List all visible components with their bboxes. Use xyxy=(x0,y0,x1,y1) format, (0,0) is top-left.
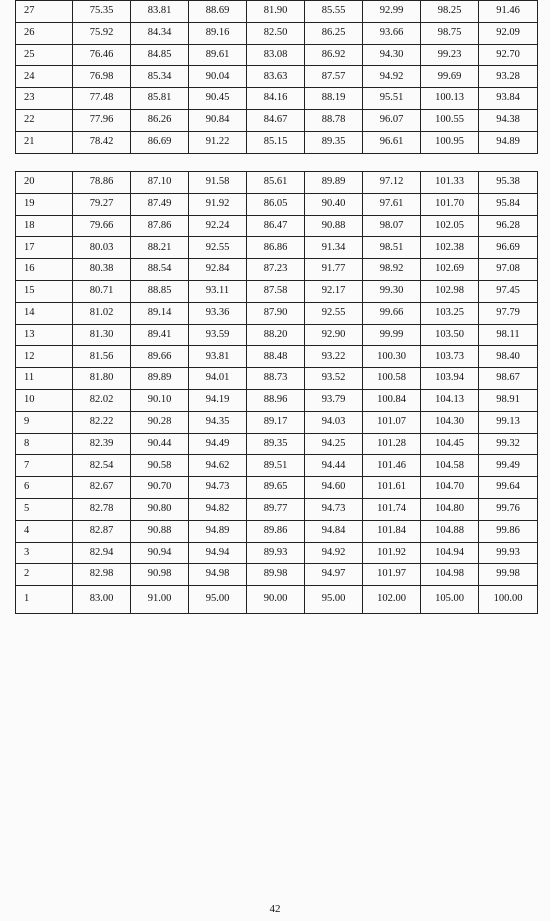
table-cell: 94.38 xyxy=(479,109,538,131)
table-cell: 96.28 xyxy=(479,215,538,237)
table-cell: 100.95 xyxy=(421,131,479,153)
table-cell: 93.36 xyxy=(189,302,247,324)
table-cell: 98.40 xyxy=(479,346,538,368)
table-row xyxy=(16,455,538,477)
table-row xyxy=(16,324,538,346)
table-cell: 102.38 xyxy=(421,237,479,259)
table-cell: 95.38 xyxy=(479,172,538,194)
table-cell: 94.92 xyxy=(305,542,363,564)
table-cell: 97.61 xyxy=(363,193,421,215)
table-cell: 96.69 xyxy=(479,237,538,259)
table-row xyxy=(16,44,538,66)
table-cell: 92.09 xyxy=(479,22,538,44)
table-cell: 103.50 xyxy=(421,324,479,346)
table-cell: 102.69 xyxy=(421,259,479,281)
table-cell: 93.81 xyxy=(189,346,247,368)
table-cell: 78.42 xyxy=(73,131,131,153)
table-cell: 88.85 xyxy=(131,280,189,302)
score-table-upper-body xyxy=(16,1,538,154)
table-cell: 91.58 xyxy=(189,172,247,194)
table-cell: 90.00 xyxy=(247,586,305,614)
table-cell: 89.93 xyxy=(247,542,305,564)
table-cell: 100.30 xyxy=(363,346,421,368)
table-row xyxy=(16,215,538,237)
row-number-cell: 10 xyxy=(16,389,73,411)
table-cell: 94.49 xyxy=(189,433,247,455)
table-cell: 99.32 xyxy=(479,433,538,455)
table-cell: 101.92 xyxy=(363,542,421,564)
table-cell: 89.51 xyxy=(247,455,305,477)
table-cell: 89.65 xyxy=(247,477,305,499)
table-cell: 83.63 xyxy=(247,66,305,88)
score-table-upper xyxy=(15,0,538,154)
table-cell: 81.30 xyxy=(73,324,131,346)
table-cell: 98.51 xyxy=(363,237,421,259)
row-number-cell: 19 xyxy=(16,193,73,215)
table-row xyxy=(16,411,538,433)
table-cell: 102.00 xyxy=(363,586,421,614)
table-cell: 93.79 xyxy=(305,389,363,411)
table-row xyxy=(16,389,538,411)
table-row xyxy=(16,259,538,281)
table-cell: 101.46 xyxy=(363,455,421,477)
table-row xyxy=(16,109,538,131)
table-cell: 82.54 xyxy=(73,455,131,477)
table-cell: 89.35 xyxy=(247,433,305,455)
table-cell: 93.28 xyxy=(479,66,538,88)
table-cell: 90.98 xyxy=(131,564,189,586)
table-cell: 93.11 xyxy=(189,280,247,302)
table-cell: 84.16 xyxy=(247,88,305,110)
table-cell: 99.76 xyxy=(479,498,538,520)
table-cell: 88.20 xyxy=(247,324,305,346)
table-cell: 95.51 xyxy=(363,88,421,110)
table-cell: 77.48 xyxy=(73,88,131,110)
table-cell: 81.80 xyxy=(73,368,131,390)
row-number-cell: 26 xyxy=(16,22,73,44)
row-number-cell: 12 xyxy=(16,346,73,368)
table-cell: 75.35 xyxy=(73,1,131,23)
table-cell: 104.30 xyxy=(421,411,479,433)
table-row xyxy=(16,172,538,194)
table-cell: 85.15 xyxy=(247,131,305,153)
table-cell: 99.66 xyxy=(363,302,421,324)
row-number-cell: 11 xyxy=(16,368,73,390)
table-cell: 94.73 xyxy=(305,498,363,520)
table-cell: 104.70 xyxy=(421,477,479,499)
table-row xyxy=(16,564,538,586)
table-row xyxy=(16,542,538,564)
table-cell: 86.25 xyxy=(305,22,363,44)
table-cell: 90.88 xyxy=(131,520,189,542)
table-cell: 99.13 xyxy=(479,411,538,433)
table-cell: 95.00 xyxy=(189,586,247,614)
table-cell: 92.90 xyxy=(305,324,363,346)
table-cell: 96.07 xyxy=(363,109,421,131)
table-cell: 100.58 xyxy=(363,368,421,390)
table-cell: 94.30 xyxy=(363,44,421,66)
table-cell: 99.64 xyxy=(479,477,538,499)
table-cell: 89.98 xyxy=(247,564,305,586)
table-cell: 94.97 xyxy=(305,564,363,586)
table-cell: 94.82 xyxy=(189,498,247,520)
table-cell: 95.00 xyxy=(305,586,363,614)
row-number-cell: 8 xyxy=(16,433,73,455)
table-cell: 100.55 xyxy=(421,109,479,131)
table-cell: 75.92 xyxy=(73,22,131,44)
table-cell: 86.47 xyxy=(247,215,305,237)
row-number-cell: 21 xyxy=(16,131,73,153)
table-cell: 83.81 xyxy=(131,1,189,23)
table-cell: 91.00 xyxy=(131,586,189,614)
table-cell: 94.35 xyxy=(189,411,247,433)
table-cell: 81.90 xyxy=(247,1,305,23)
table-cell: 101.70 xyxy=(421,193,479,215)
table-cell: 94.60 xyxy=(305,477,363,499)
table-cell: 86.26 xyxy=(131,109,189,131)
table-cell: 99.98 xyxy=(479,564,538,586)
table-cell: 94.94 xyxy=(189,542,247,564)
table-row xyxy=(16,1,538,23)
table-cell: 89.41 xyxy=(131,324,189,346)
table-cell: 100.84 xyxy=(363,389,421,411)
table-cell: 82.50 xyxy=(247,22,305,44)
table-cell: 90.28 xyxy=(131,411,189,433)
row-number-cell: 9 xyxy=(16,411,73,433)
table-cell: 99.93 xyxy=(479,542,538,564)
table-row xyxy=(16,280,538,302)
table-cell: 94.84 xyxy=(305,520,363,542)
table-cell: 93.59 xyxy=(189,324,247,346)
table-cell: 90.70 xyxy=(131,477,189,499)
table-cell: 85.81 xyxy=(131,88,189,110)
table-cell: 82.87 xyxy=(73,520,131,542)
table-cell: 78.86 xyxy=(73,172,131,194)
table-cell: 99.69 xyxy=(421,66,479,88)
table-cell: 101.61 xyxy=(363,477,421,499)
table-row xyxy=(16,433,538,455)
table-cell: 91.46 xyxy=(479,1,538,23)
table-cell: 89.86 xyxy=(247,520,305,542)
table-cell: 90.88 xyxy=(305,215,363,237)
table-cell: 84.85 xyxy=(131,44,189,66)
table-cell: 86.86 xyxy=(247,237,305,259)
table-cell: 90.58 xyxy=(131,455,189,477)
table-cell: 90.80 xyxy=(131,498,189,520)
table-cell: 79.66 xyxy=(73,215,131,237)
table-cell: 104.98 xyxy=(421,564,479,586)
table-cell: 91.34 xyxy=(305,237,363,259)
table-cell: 88.54 xyxy=(131,259,189,281)
table-cell: 90.40 xyxy=(305,193,363,215)
table-cell: 94.01 xyxy=(189,368,247,390)
table-cell: 80.38 xyxy=(73,259,131,281)
table-cell: 94.19 xyxy=(189,389,247,411)
table-cell: 81.56 xyxy=(73,346,131,368)
table-cell: 98.67 xyxy=(479,368,538,390)
table-cell: 101.28 xyxy=(363,433,421,455)
table-cell: 89.16 xyxy=(189,22,247,44)
table-cell: 88.19 xyxy=(305,88,363,110)
row-number-cell: 24 xyxy=(16,66,73,88)
table-cell: 84.34 xyxy=(131,22,189,44)
table-cell: 90.84 xyxy=(189,109,247,131)
page-number: 42 xyxy=(269,903,281,915)
table-cell: 99.86 xyxy=(479,520,538,542)
table-cell: 86.69 xyxy=(131,131,189,153)
table-cell: 105.00 xyxy=(421,586,479,614)
row-number-cell: 25 xyxy=(16,44,73,66)
table-cell: 103.25 xyxy=(421,302,479,324)
row-number-cell: 15 xyxy=(16,280,73,302)
table-cell: 103.94 xyxy=(421,368,479,390)
row-number-cell: 6 xyxy=(16,477,73,499)
table-cell: 104.45 xyxy=(421,433,479,455)
table-cell: 101.97 xyxy=(363,564,421,586)
table-cell: 99.49 xyxy=(479,455,538,477)
table-cell: 88.78 xyxy=(305,109,363,131)
table-cell: 91.22 xyxy=(189,131,247,153)
table-cell: 92.55 xyxy=(189,237,247,259)
row-number-cell: 7 xyxy=(16,455,73,477)
table-cell: 94.62 xyxy=(189,455,247,477)
table-row xyxy=(16,131,538,153)
table-cell: 98.25 xyxy=(421,1,479,23)
table-cell: 89.77 xyxy=(247,498,305,520)
table-cell: 90.94 xyxy=(131,542,189,564)
table-cell: 103.73 xyxy=(421,346,479,368)
table-cell: 82.67 xyxy=(73,477,131,499)
row-number-cell: 13 xyxy=(16,324,73,346)
row-number-cell: 27 xyxy=(16,1,73,23)
table-cell: 92.55 xyxy=(305,302,363,324)
table-cell: 87.57 xyxy=(305,66,363,88)
table-cell: 81.02 xyxy=(73,302,131,324)
table-cell: 82.22 xyxy=(73,411,131,433)
table-cell: 86.92 xyxy=(305,44,363,66)
table-cell: 104.88 xyxy=(421,520,479,542)
table-cell: 93.84 xyxy=(479,88,538,110)
table-cell: 82.98 xyxy=(73,564,131,586)
table-cell: 98.11 xyxy=(479,324,538,346)
table-cell: 104.58 xyxy=(421,455,479,477)
table-cell: 79.27 xyxy=(73,193,131,215)
table-cell: 91.77 xyxy=(305,259,363,281)
table-cell: 90.44 xyxy=(131,433,189,455)
table-cell: 82.39 xyxy=(73,433,131,455)
table-cell: 93.66 xyxy=(363,22,421,44)
table-cell: 104.80 xyxy=(421,498,479,520)
table-row xyxy=(16,346,538,368)
table-cell: 89.89 xyxy=(305,172,363,194)
table-cell: 83.08 xyxy=(247,44,305,66)
table-row xyxy=(16,302,538,324)
table-row xyxy=(16,368,538,390)
table-cell: 99.30 xyxy=(363,280,421,302)
table-cell: 104.94 xyxy=(421,542,479,564)
table-row xyxy=(16,237,538,259)
table-cell: 97.79 xyxy=(479,302,538,324)
table-row xyxy=(16,193,538,215)
table-cell: 101.74 xyxy=(363,498,421,520)
table-cell: 94.73 xyxy=(189,477,247,499)
table-cell: 89.89 xyxy=(131,368,189,390)
table-cell: 89.35 xyxy=(305,131,363,153)
table-cell: 92.84 xyxy=(189,259,247,281)
table-cell: 83.00 xyxy=(73,586,131,614)
table-cell: 98.92 xyxy=(363,259,421,281)
table-cell: 85.34 xyxy=(131,66,189,88)
table-row xyxy=(16,520,538,542)
table-cell: 80.03 xyxy=(73,237,131,259)
table-cell: 80.71 xyxy=(73,280,131,302)
table-cell: 100.00 xyxy=(479,586,538,614)
table-cell: 90.04 xyxy=(189,66,247,88)
table-cell: 92.17 xyxy=(305,280,363,302)
table-cell: 101.33 xyxy=(421,172,479,194)
table-cell: 94.89 xyxy=(189,520,247,542)
score-table-lower-body xyxy=(16,172,538,614)
table-cell: 102.05 xyxy=(421,215,479,237)
table-cell: 94.98 xyxy=(189,564,247,586)
table-cell: 77.96 xyxy=(73,109,131,131)
table-cell: 87.49 xyxy=(131,193,189,215)
table-cell: 98.75 xyxy=(421,22,479,44)
table-row xyxy=(16,88,538,110)
table-row xyxy=(16,498,538,520)
row-number-cell: 22 xyxy=(16,109,73,131)
table-cell: 76.98 xyxy=(73,66,131,88)
table-cell: 89.14 xyxy=(131,302,189,324)
table-cell: 93.52 xyxy=(305,368,363,390)
table-cell: 90.45 xyxy=(189,88,247,110)
row-number-cell: 23 xyxy=(16,88,73,110)
table-cell: 97.12 xyxy=(363,172,421,194)
table-cell: 89.66 xyxy=(131,346,189,368)
table-cell: 92.99 xyxy=(363,1,421,23)
table-cell: 94.03 xyxy=(305,411,363,433)
table-cell: 84.67 xyxy=(247,109,305,131)
table-cell: 97.45 xyxy=(479,280,538,302)
table-cell: 102.98 xyxy=(421,280,479,302)
table-cell: 76.46 xyxy=(73,44,131,66)
table-cell: 100.13 xyxy=(421,88,479,110)
table-cell: 97.08 xyxy=(479,259,538,281)
table-cell: 86.05 xyxy=(247,193,305,215)
table-cell: 92.24 xyxy=(189,215,247,237)
table-cell: 82.02 xyxy=(73,389,131,411)
table-row xyxy=(16,586,538,614)
table-cell: 91.92 xyxy=(189,193,247,215)
table-cell: 90.10 xyxy=(131,389,189,411)
table-cell: 88.96 xyxy=(247,389,305,411)
table-cell: 94.89 xyxy=(479,131,538,153)
table-cell: 101.07 xyxy=(363,411,421,433)
table-cell: 92.70 xyxy=(479,44,538,66)
table-cell: 87.86 xyxy=(131,215,189,237)
table-cell: 98.91 xyxy=(479,389,538,411)
row-number-cell: 17 xyxy=(16,237,73,259)
table-cell: 101.84 xyxy=(363,520,421,542)
table-cell: 98.07 xyxy=(363,215,421,237)
table-cell: 89.61 xyxy=(189,44,247,66)
table-cell: 87.58 xyxy=(247,280,305,302)
row-number-cell: 16 xyxy=(16,259,73,281)
row-number-cell: 14 xyxy=(16,302,73,324)
table-row xyxy=(16,66,538,88)
table-cell: 88.69 xyxy=(189,1,247,23)
table-cell: 89.17 xyxy=(247,411,305,433)
score-table-lower xyxy=(15,171,538,614)
table-cell: 88.21 xyxy=(131,237,189,259)
table-cell: 93.22 xyxy=(305,346,363,368)
table-cell: 95.84 xyxy=(479,193,538,215)
table-cell: 82.94 xyxy=(73,542,131,564)
table-cell: 85.61 xyxy=(247,172,305,194)
row-number-cell: 20 xyxy=(16,172,73,194)
table-row xyxy=(16,477,538,499)
table-cell: 94.44 xyxy=(305,455,363,477)
table-cell: 99.99 xyxy=(363,324,421,346)
table-cell: 99.23 xyxy=(421,44,479,66)
table-cell: 96.61 xyxy=(363,131,421,153)
row-number-cell: 4 xyxy=(16,520,73,542)
table-cell: 87.23 xyxy=(247,259,305,281)
row-number-cell: 18 xyxy=(16,215,73,237)
row-number-cell: 2 xyxy=(16,564,73,586)
table-cell: 87.10 xyxy=(131,172,189,194)
table-cell: 85.55 xyxy=(305,1,363,23)
row-number-cell: 1 xyxy=(16,586,73,614)
table-cell: 82.78 xyxy=(73,498,131,520)
table-cell: 104.13 xyxy=(421,389,479,411)
table-cell: 94.92 xyxy=(363,66,421,88)
row-number-cell: 5 xyxy=(16,498,73,520)
table-cell: 94.25 xyxy=(305,433,363,455)
table-cell: 88.48 xyxy=(247,346,305,368)
row-number-cell: 3 xyxy=(16,542,73,564)
table-cell: 87.90 xyxy=(247,302,305,324)
table-cell: 88.73 xyxy=(247,368,305,390)
table-row xyxy=(16,22,538,44)
